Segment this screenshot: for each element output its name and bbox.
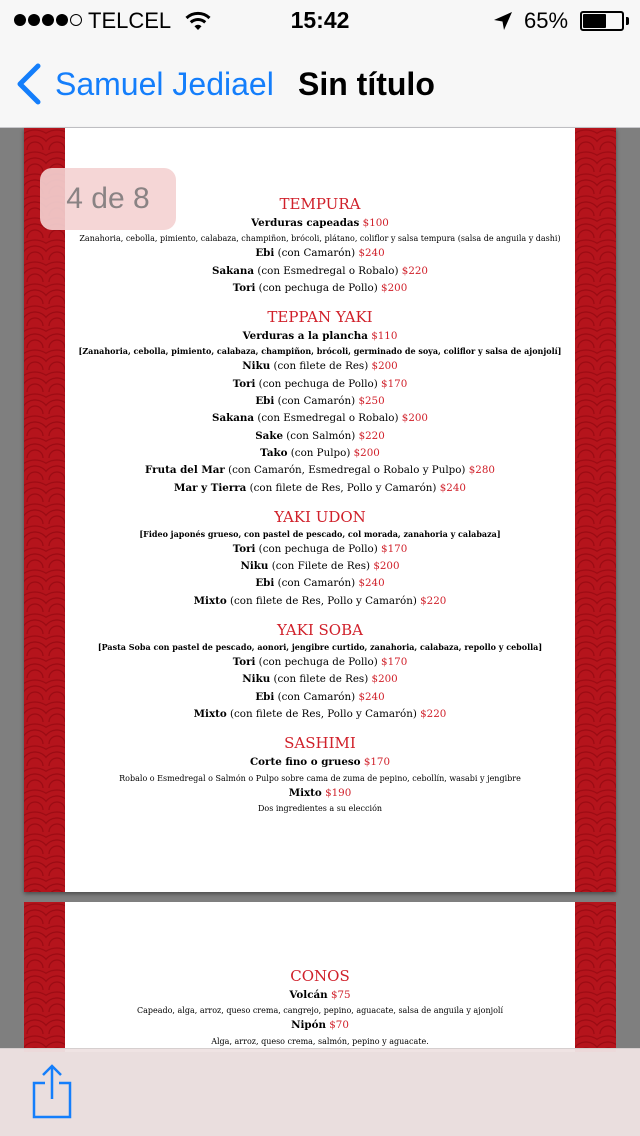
menu-section: [65, 307, 575, 497]
menu-item-price: $190: [325, 786, 352, 799]
menu-item-detail: (con Pulpo): [287, 446, 351, 459]
menu-item-price: $240: [358, 247, 385, 260]
section-title: TEMPURA: [279, 195, 361, 213]
menu-item: [65, 1017, 575, 1034]
menu-section: [65, 507, 575, 610]
decorative-border-left: [24, 128, 65, 892]
menu-item-price: $170: [381, 377, 408, 390]
menu-item-price: $200: [373, 560, 400, 573]
menu-section: [65, 620, 575, 723]
menu-item-price: $240: [358, 577, 385, 590]
menu-item-detail: (con Camarón, Esmedregal o Robalo y Pulpo): [224, 464, 466, 477]
menu-item-name: Sake: [255, 429, 284, 442]
menu-item: [65, 541, 575, 558]
menu-item-detail: (con Esmedregal o Robalo): [254, 412, 399, 425]
menu-item: [65, 428, 575, 445]
menu-item-price: $200: [353, 446, 380, 459]
decorative-border-right: [575, 902, 616, 1052]
menu-item-name: Mar y Tierra: [174, 481, 247, 494]
menu-item: [65, 593, 575, 610]
menu-item: [65, 575, 575, 592]
menu-item-description: Robalo o Esmedregal o Salmón o Pulpo sobre cama de zuma de pepino, cebollín, wasabi y jengibre: [119, 773, 521, 783]
menu-item-name: Sakana: [212, 264, 255, 277]
navigation-bar: [0, 40, 640, 128]
menu-item: [65, 410, 575, 427]
menu-item-price: $280: [468, 464, 495, 477]
menu-item-description: [Fideo japonés grueso, con pastel de pescado, col morada, zanahoria y calabaza]: [139, 528, 501, 539]
menu-item-price: $170: [381, 542, 408, 555]
menu-item-name: Volcán: [289, 989, 328, 1001]
menu-item-name: Tori: [232, 377, 256, 390]
menu-item-price: $220: [358, 429, 385, 442]
menu-item-price: $200: [371, 360, 398, 373]
decorative-border-left: [24, 902, 65, 1052]
menu-item-name: Sakana: [212, 412, 255, 425]
menu-item-name: Ebi: [255, 690, 275, 703]
page-sheet: [65, 128, 575, 892]
menu-item-detail: (con Camarón): [274, 247, 356, 260]
section-title: TEPPAN YAKI: [267, 308, 373, 327]
menu-item-price: $75: [330, 989, 351, 1001]
menu-item: [65, 328, 575, 345]
menu-item-detail: (con filete de Res): [270, 360, 369, 373]
menu-item-name: Niku: [242, 673, 271, 686]
menu-item: [65, 445, 575, 462]
section-title: YAKI UDON: [274, 507, 366, 526]
menu-item: [65, 245, 575, 262]
menu-item-name: Tako: [260, 446, 288, 459]
menu-item: [65, 689, 575, 706]
status-bar: [0, 0, 640, 40]
battery-percent: 65%: [524, 8, 569, 33]
menu-item-description: [Zanahoria, cebolla, pimiento, calabaza, champiñon, brócoli, germinado de soya, coliflor y salsa de ajonjolí]: [78, 346, 562, 357]
menu-item-name: Verduras capeadas: [251, 217, 360, 229]
menu-item-price: $240: [358, 690, 385, 703]
menu-item-detail: (con filete de Res): [270, 673, 369, 686]
menu-item-detail: (con pechuga de Pollo): [255, 377, 378, 390]
menu-item: [65, 785, 575, 802]
menu-item-price: $170: [363, 756, 391, 769]
menu-item-price: $220: [401, 264, 428, 277]
menu-item-price: $170: [381, 656, 408, 669]
menu-item: [65, 754, 575, 771]
menu-item-detail: (con pechuga de Pollo): [255, 656, 378, 669]
battery-tip: [626, 17, 629, 25]
menu-item: [65, 706, 575, 723]
decorative-border-right: [575, 128, 616, 892]
menu-item-detail: (con Camarón): [274, 690, 356, 703]
menu-item-description: Capeado, alga, arroz, queso crema, cangrejo, pepino, aguacate, salsa de anguila y ajonjolí: [136, 1006, 504, 1016]
menu-item-name: Verduras a la plancha: [242, 330, 368, 343]
battery-level: [583, 14, 606, 28]
menu-item-detail: (con filete de Res, Pollo y Camarón): [246, 481, 437, 494]
menu-item-detail: (con pechuga de Pollo): [255, 281, 378, 294]
menu-item-price: $200: [381, 281, 408, 294]
menu-item: [65, 393, 575, 410]
menu-item-name: Mixto: [288, 786, 322, 799]
location-arrow-icon: [492, 10, 514, 32]
menu-item: [65, 358, 575, 375]
section-title: SASHIMI: [284, 734, 356, 753]
menu-section: [65, 733, 575, 815]
menu-item-name: Mixto: [193, 707, 227, 720]
menu-item-detail: (con pechuga de Pollo): [255, 542, 378, 555]
page-title: Sin título: [298, 66, 435, 102]
menu-content: [65, 194, 575, 825]
menu-item-name: Ebi: [255, 247, 275, 260]
menu-item: [65, 987, 575, 1004]
menu-item-description: Zanahoria, cebolla, pimiento, calabaza, champiñon, brócoli, plátano, coliflor y salsa tempura (salsa de anguila y dashi): [79, 234, 561, 244]
document-page-next[interactable]: [24, 902, 616, 1052]
menu-item: [65, 671, 575, 688]
menu-item: [65, 462, 575, 479]
menu-item-price: $220: [420, 707, 447, 720]
menu-item-detail: (con Camarón): [274, 395, 356, 408]
menu-item-detail: (con Camarón): [274, 577, 356, 590]
menu-item-price: $240: [439, 481, 466, 494]
menu-item: [65, 376, 575, 393]
menu-item-detail: (con Salmón): [283, 429, 356, 442]
menu-item-name: Tori: [232, 542, 256, 555]
menu-item: [65, 280, 575, 297]
menu-item-price: $250: [358, 395, 385, 408]
menu-item-price: $110: [371, 330, 398, 343]
menu-item-name: Tori: [232, 656, 256, 669]
menu-item-price: $200: [371, 673, 398, 686]
document-page[interactable]: [24, 128, 616, 892]
menu-item-price: $220: [420, 594, 447, 607]
menu-item: [65, 480, 575, 497]
page-sheet: [65, 902, 575, 1052]
menu-item-price: $100: [362, 217, 389, 229]
carrier-name: TELCEL: [88, 8, 172, 33]
menu-item-detail: (con Esmedregal o Robalo): [254, 264, 399, 277]
clock: 15:42: [290, 7, 350, 33]
menu-item-name: Ebi: [255, 577, 275, 590]
menu-item-price: $70: [329, 1019, 349, 1032]
menu-item: [65, 263, 575, 280]
menu-item-description: Dos ingredientes a su elección: [257, 803, 383, 813]
menu-item-description: [Pasta Soba con pastel de pescado, aonori, jengibre curtido, zanahoria, calabaza, repollo y cebolla]: [97, 642, 543, 653]
share-icon[interactable]: [30, 1063, 74, 1121]
menu-item-detail: (con Filete de Res): [268, 560, 371, 573]
chevron-left-icon[interactable]: [14, 62, 44, 106]
menu-item-name: Niku: [240, 560, 269, 573]
menu-item-name: Corte fino o grueso: [249, 756, 361, 769]
menu-item-name: Ebi: [255, 395, 275, 408]
menu-item-name: Fruta del Mar: [145, 464, 225, 477]
menu-item-name: Mixto: [193, 594, 227, 607]
page-counter-badge: 4 de 8: [40, 168, 176, 230]
menu-content-next: [65, 966, 575, 1052]
menu-item-description: Alga, arroz, queso crema, salmón, pepino y aguacate.: [211, 1036, 429, 1046]
battery-icon: [580, 11, 624, 31]
menu-item-price: $200: [401, 412, 428, 425]
menu-item-name: Tori: [232, 281, 256, 294]
menu-item: [65, 558, 575, 575]
section-title: CONOS: [290, 967, 350, 985]
bottom-toolbar: [0, 1048, 640, 1136]
menu-item-name: Niku: [242, 360, 271, 373]
back-button[interactable]: Samuel Jediael: [55, 66, 274, 102]
menu-item-name: Nipón: [291, 1019, 326, 1032]
menu-item: [65, 654, 575, 671]
section-title: YAKI SOBA: [277, 621, 363, 640]
menu-section: [65, 966, 575, 1048]
menu-item-detail: (con filete de Res, Pollo y Camarón): [226, 707, 417, 720]
menu-item-detail: (con filete de Res, Pollo y Camarón): [226, 594, 417, 607]
